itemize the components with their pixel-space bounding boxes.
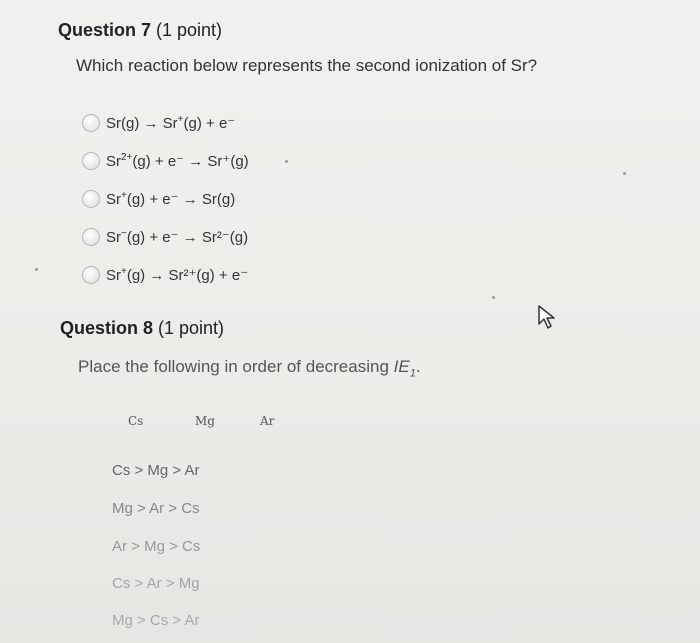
question-7-option-2[interactable] <box>82 148 249 174</box>
radio-button[interactable] <box>82 266 100 284</box>
question-7-option-3[interactable] <box>82 186 235 212</box>
question-7-number: Question 7 <box>58 20 152 40</box>
question-8-option-3[interactable]: Ar > Mg > Cs <box>112 538 201 555</box>
option-label: Sr−(g) + e⁻ → Sr²⁻(g) <box>106 228 249 246</box>
question-8-points: (1 point) <box>153 318 225 338</box>
speck <box>492 296 495 299</box>
question-7-option-1[interactable] <box>82 110 235 136</box>
question-8-prompt: Place the following in order of decreasing $IE_1$. <box>78 357 421 380</box>
mouse-pointer-icon <box>537 304 557 330</box>
question-7-prompt: Which reaction below represents the second ionization of Sr? <box>76 56 538 75</box>
element-cs: Cs <box>128 414 144 428</box>
speck <box>623 172 626 175</box>
speck <box>35 268 38 271</box>
option-label: Sr(g) → Sr+(g) + e⁻ <box>106 114 236 132</box>
question-8-number: Question 8 <box>60 318 154 338</box>
question-8-option-4[interactable]: Cs > Ar > Mg <box>112 575 200 592</box>
speck <box>285 160 288 163</box>
radio-button[interactable] <box>82 228 100 246</box>
question-8-option-2[interactable]: Mg > Ar > Cs <box>112 500 200 517</box>
question-7-title <box>58 20 222 41</box>
radio-button[interactable] <box>82 190 100 208</box>
radio-button[interactable] <box>82 152 100 170</box>
option-label: Sr+(g) + e⁻ → Sr(g) <box>106 190 236 208</box>
option-label: $Sr^{2+}(g) + e^- \to Sr^+(g)$ <box>106 152 249 170</box>
element-mg: Mg <box>195 414 215 428</box>
question-8-option-5[interactable]: Mg > Cs > Ar <box>112 612 200 629</box>
question-7-option-5[interactable] <box>82 262 248 288</box>
option-label: Sr+(g) → Sr²⁺(g) + e⁻ <box>106 266 249 284</box>
question-7-option-4[interactable] <box>82 224 248 250</box>
question-8-title <box>60 318 224 339</box>
question-8-option-1[interactable]: Cs > Mg > Ar <box>112 462 200 479</box>
question-7-points: (1 point) <box>151 20 223 40</box>
element-ar: Ar <box>260 414 275 428</box>
radio-button[interactable] <box>82 114 100 132</box>
